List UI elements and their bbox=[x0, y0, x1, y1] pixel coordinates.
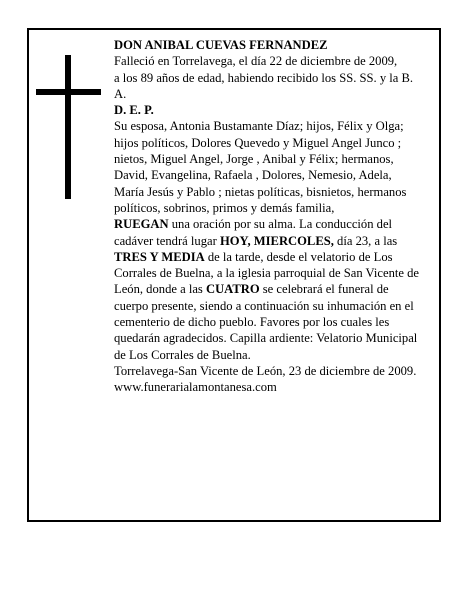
funeral-text-a: una oración por su alma. La conducción del cadáver tendrá lugar bbox=[114, 217, 393, 248]
cross-vertical-bar bbox=[65, 55, 71, 199]
death-announcement: Falleció en Torrelavega, el día 22 de diciembre de 2009, bbox=[114, 54, 398, 69]
funeral-text-d: se celebrará el funeral de cuerpo presente, siendo a continuación su inhumación en el cementerio de dicho pueblo. Favores por los cuales les quedarán agradecidos. Capilla ardiente: Velatorio Municipal de Los Corrales de Buelna. bbox=[114, 282, 418, 362]
age-sacraments: a los 89 años de edad, habiendo recibido los SS. SS. y la B. A. bbox=[114, 70, 414, 101]
tres-label: TRES Y MEDIA bbox=[114, 249, 205, 264]
funeral-details bbox=[114, 216, 420, 363]
deceased-name: DON ANIBAL CUEVAS FERNANDEZ bbox=[114, 38, 328, 52]
funeral-text-b: día 23, a las bbox=[333, 233, 398, 248]
cuatro-label: CUATRO bbox=[205, 282, 260, 297]
funeral-text-c: de la tarde, desde el velatorio de Los Corrales de Buelna, a la iglesia parroquial de San Vicente de León, donde a las bbox=[114, 249, 419, 297]
ruegan-label: RUEGAN bbox=[114, 217, 169, 232]
hoy-label: HOY, MIERCOLES, bbox=[219, 233, 334, 248]
place-date: Torrelavega-San Vicente de León, 23 de diciembre de 2009. bbox=[114, 363, 417, 378]
cross-horizontal-bar bbox=[36, 89, 101, 95]
dep-label: D. E. P. bbox=[114, 103, 154, 118]
obituary-text bbox=[114, 37, 420, 396]
family-list: Su esposa, Antonia Bustamante Díaz; hijos, Félix y Olga; hijos políticos, Dolores Quevedo y Miguel Angel Junco ; nietos, Miguel Angel, Jorge , Anibal y Félix; hermanos, David, Evangelina, Rafaela , Dolores, Nemesio, Adela, María Jesús y Pablo ; nietas políticas, bisnietos, hermanos políticos, sobrinos, primos y demás familia, bbox=[114, 119, 407, 215]
cross-icon bbox=[36, 55, 101, 199]
website-link[interactable]: www.funerarialamontanesa.com bbox=[114, 380, 277, 395]
